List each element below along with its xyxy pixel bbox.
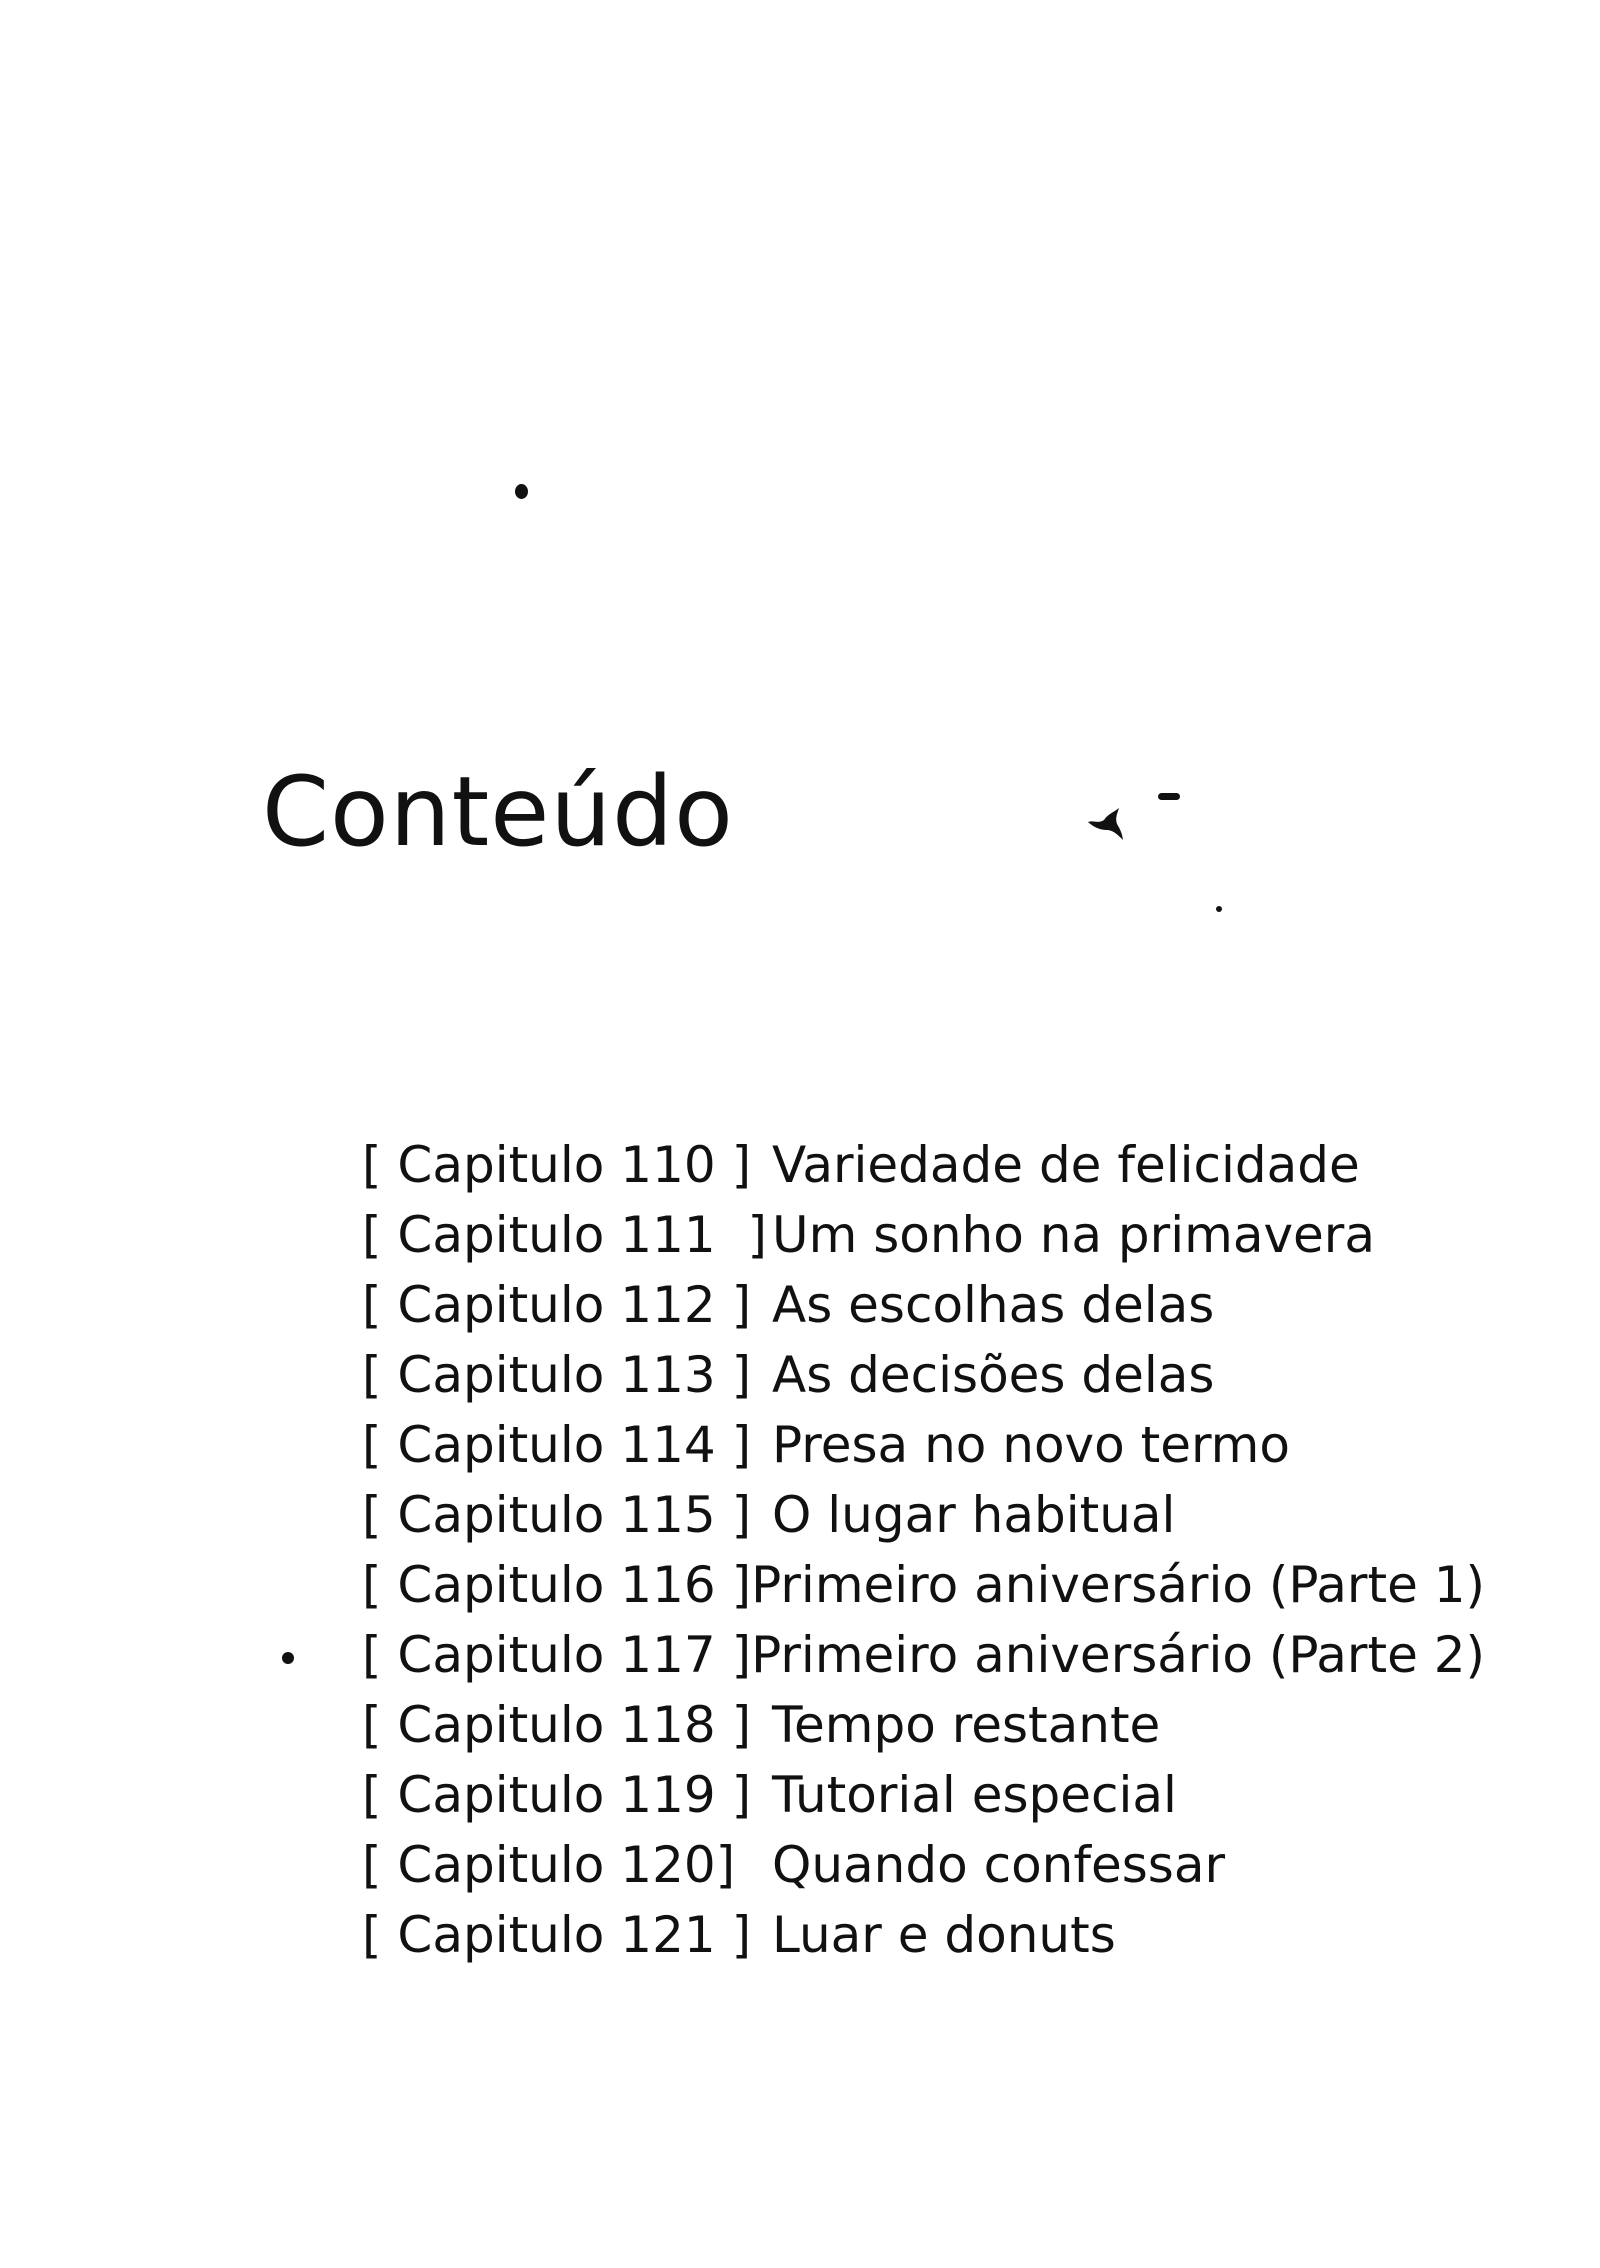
chapter-label: [ Capitulo 113 ] [362, 1346, 752, 1404]
chapter-title: Tempo restante [772, 1696, 1161, 1754]
ink-splatter-icon [1086, 802, 1128, 844]
toc-row [362, 1690, 1462, 1760]
chapter-title: Luar e donuts [772, 1906, 1116, 1964]
chapter-title: As escolhas delas [772, 1276, 1215, 1334]
chapter-title: Variedade de felicidade [772, 1136, 1360, 1194]
toc-row [362, 1620, 1486, 1690]
toc-row [362, 1340, 1462, 1410]
ink-dot [1216, 906, 1222, 912]
chapter-title: O lugar habitual [772, 1486, 1176, 1544]
chapter-title: Primeiro aniversário (Parte 2) [751, 1626, 1486, 1684]
chapter-title: Tutorial especial [772, 1766, 1177, 1824]
ink-speck [1158, 793, 1180, 800]
toc-row [362, 1480, 1462, 1550]
chapter-title: Um sonho na primavera [772, 1206, 1376, 1264]
table-of-contents [362, 1130, 1486, 1970]
page-title: Conteúdo [262, 756, 734, 869]
toc-row [362, 1410, 1462, 1480]
ink-dot [282, 1652, 294, 1664]
toc-row [362, 1200, 1462, 1270]
chapter-label: [ Capitulo 121 ] [362, 1906, 752, 1964]
toc-row [362, 1760, 1462, 1830]
chapter-label: [ Capitulo 115 ] [362, 1486, 752, 1544]
chapter-label: [ Capitulo 120] [362, 1836, 736, 1894]
chapter-label: [ Capitulo 111 ] [362, 1206, 767, 1264]
toc-row [362, 1130, 1462, 1200]
chapter-title: Primeiro aniversário (Parte 1) [751, 1556, 1486, 1614]
toc-row [362, 1830, 1462, 1900]
chapter-title: As decisões delas [772, 1346, 1215, 1404]
chapter-title: Quando confessar [772, 1836, 1226, 1894]
chapter-label: [ Capitulo 112 ] [362, 1276, 752, 1334]
toc-row [362, 1270, 1462, 1340]
toc-row [362, 1550, 1486, 1620]
chapter-label: [ Capitulo 110 ] [362, 1136, 752, 1194]
chapter-label: [ Capitulo 114 ] [362, 1416, 752, 1474]
chapter-label: [ Capitulo 119 ] [362, 1766, 752, 1824]
chapter-label: [ Capitulo 116 ] [362, 1556, 752, 1614]
ink-dot [515, 484, 528, 499]
chapter-label: [ Capitulo 118 ] [362, 1696, 752, 1754]
toc-row [362, 1900, 1462, 1970]
chapter-title: Presa no novo termo [772, 1416, 1290, 1474]
chapter-label: [ Capitulo 117 ] [362, 1626, 752, 1684]
